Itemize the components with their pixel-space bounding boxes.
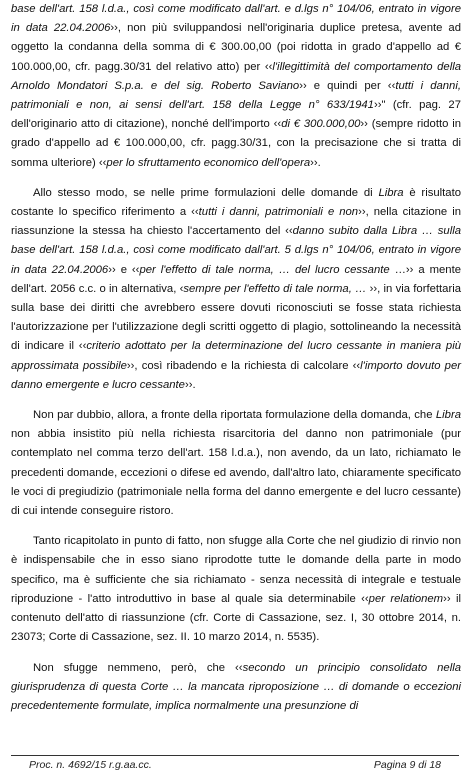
text-run: ››. (310, 156, 321, 169)
paragraph (11, 406, 461, 521)
document-body (11, 0, 461, 727)
text-run: Allo stesso modo, se nelle prime formulazioni delle domande di (33, 186, 379, 199)
text-run: Tanto ricapitolato in punto di fatto, non sfugge alla Corte che nel giudizio di rinvio non è indispensabile che in esso siano riprodotte tutte le domande della parte in modo specifico, ma è sufficiente che sia richiamato - senza necessità di integrale e testuale riproduzione - l'atto introduttivo in base al quale sia determinabile ‹‹ (11, 535, 461, 605)
text-run: ››, così ribadendo e la richiesta di calcolare ‹‹ (126, 359, 361, 372)
italic-quote: l'illegittimità del comportamento della Arnoldo Mondatori S.p.a. e del sig. Roberto Saviano (11, 60, 462, 92)
text-run: ›› (sempre ridotto in grado d'appello ad € 100.000,00, cfr. pagg.30/31, con la precisazione che si tratta di somma ulteriore) ‹‹ (11, 118, 461, 169)
text-run: …›› a mente dell'art. 2056 c.c. o in alternativa, ‹ (11, 263, 462, 295)
text-run: Non par dubbio, allora, a fronte della riportata formulazione della domanda, che (33, 409, 436, 422)
text-run: ››" (cfr. pag. 27 dell'originario atto di citazione), nonché dell'importo ‹‹ (11, 99, 461, 131)
italic-quote: per l'effetto di tale norma, … del lucro cessante (139, 263, 390, 276)
italic-quote: tutti i danni, patrimoniali e non, ai sensi dell'art. 158 della Legge n° 633/1941 (11, 79, 461, 112)
text-run: ›› e ‹‹ (108, 263, 140, 276)
italic-quote: base dell'art. 158 l.d.a., così come modificato dall'art. e d.lgs n° 104/06, entrato in vigore in data 22.04.2006 (11, 3, 461, 35)
text-run: non abbia insistito più nella richiesta risarcitoria del danno non patrimoniale (pur contemplato nel comma terzo dell'art. 158 l.d.a.), non avendo, da un lato, richiamato le precedenti domande, eccezioni o difese ed avendo, dall'altro lato, chiaramente specificato le voci di pregiudizio (patrimoniale nella forma del danno emergente e del lucro cessante) di cui intende conseguire ristoro. (11, 428, 461, 518)
paragraph (11, 0, 461, 173)
paragraph (11, 532, 461, 647)
text-run: è risultato costante lo specifico riferimento a ‹‹ (11, 186, 461, 219)
italic-quote: di € 300.000,00 (281, 118, 361, 131)
text-run: ›› e quindi per ‹‹ (299, 79, 396, 92)
paragraph (11, 184, 461, 395)
italic-quote: sempre per l'effetto di tale norma, … (183, 282, 367, 295)
text-run: ››, nella citazione in riassunzione la stessa ha chiesto l'accertamento del ‹‹ (11, 206, 462, 238)
italic-quote: l'importo dovuto per danno emergente e lucro cessante (11, 359, 461, 391)
italic-quote: criterio adottato per la determinazione del lucro cessante in maniera più approssimata possibile (11, 340, 461, 372)
footer-divider (11, 755, 459, 756)
text-run: ››. (184, 378, 196, 391)
text-run: ››, non più sviluppandosi nell'originaria duplice pretesa, avente ad oggetto la condanna della somma di € 300.00,00 (poi ridotta in grado d'appello ad € 100.000,00, cfr. pagg.30/31 del relativo atto) per ‹‹ (11, 22, 461, 73)
text-run: Non sfugge nemmeno, però, che ‹‹ (33, 661, 243, 674)
italic-quote: Libra (378, 186, 404, 199)
text-run: ››, in via forfettaria sulla base dei diritti che avrebbero essere dovuti riconosciuti se fosse stata richiesta l'autorizzazione per l'utilizzazione degli scritti oggetto di plagio, sottolineando la necessità di indicare il ‹‹ (11, 282, 461, 353)
page-number: Pagina 9 di 18 (373, 759, 441, 771)
italic-quote: danno subito dalla Libra … sulla base dell'art. 158 l.d.a., così come modificato dall'art. 5 d.lgs n° 104/06, entrato in vigore in data 22.04.2006 (11, 225, 461, 276)
italic-quote: per relationem (368, 592, 444, 605)
text-run: ›› il contenuto dell'atto di riassunzione (cfr. Corte di Cassazione, sez. I, 30 ottobre 2014, n. 23073; Corte di Cassazione, sez. II. 10 marzo 2014, n. 5535). (11, 592, 461, 644)
paragraph (11, 659, 461, 717)
italic-quote: Libra (435, 409, 461, 422)
case-number: Proc. n. 4692/15 r.g.aa.cc. (29, 759, 152, 771)
italic-quote: secondo un principio consolidato nella giurisprudenza di questa Corte … la mancata riproposizione … di domande o eccezioni precedentemente formulate, implica normalmente una presunzione di (11, 661, 461, 712)
italic-quote: tutti i danni, patrimoniali e non (198, 206, 359, 219)
italic-quote: per lo sfruttamento economico dell'opera (106, 156, 311, 169)
